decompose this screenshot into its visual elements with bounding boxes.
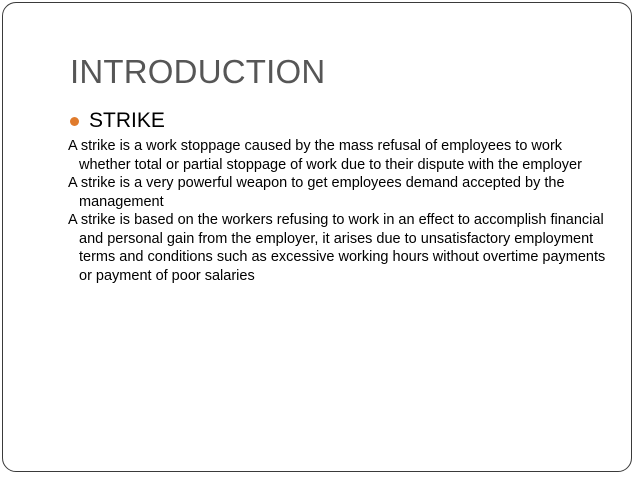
paragraph-causes: A strike is based on the workers refusing to work in an effect to accomplish financial and personal gain from the employer, it arises due to unsatisfactory employment terms and conditions such as excessive working hours without overtime payments or payment of poor salaries bbox=[68, 212, 606, 284]
paragraph-weapon: A strike is a very powerful weapon to get employees demand accepted by the management bbox=[68, 175, 565, 210]
bullet-dot-icon bbox=[70, 117, 79, 126]
bullet-label: STRIKE bbox=[89, 109, 165, 132]
slide-title: INTRODUCTION bbox=[70, 53, 326, 90]
bullet-item-strike bbox=[70, 106, 165, 136]
paragraph-definition: A strike is a work stoppage caused by the mass refusal of employees to work whether total or partial stoppage of work due to their dispute with the employer bbox=[68, 138, 582, 173]
body-text bbox=[68, 137, 608, 285]
